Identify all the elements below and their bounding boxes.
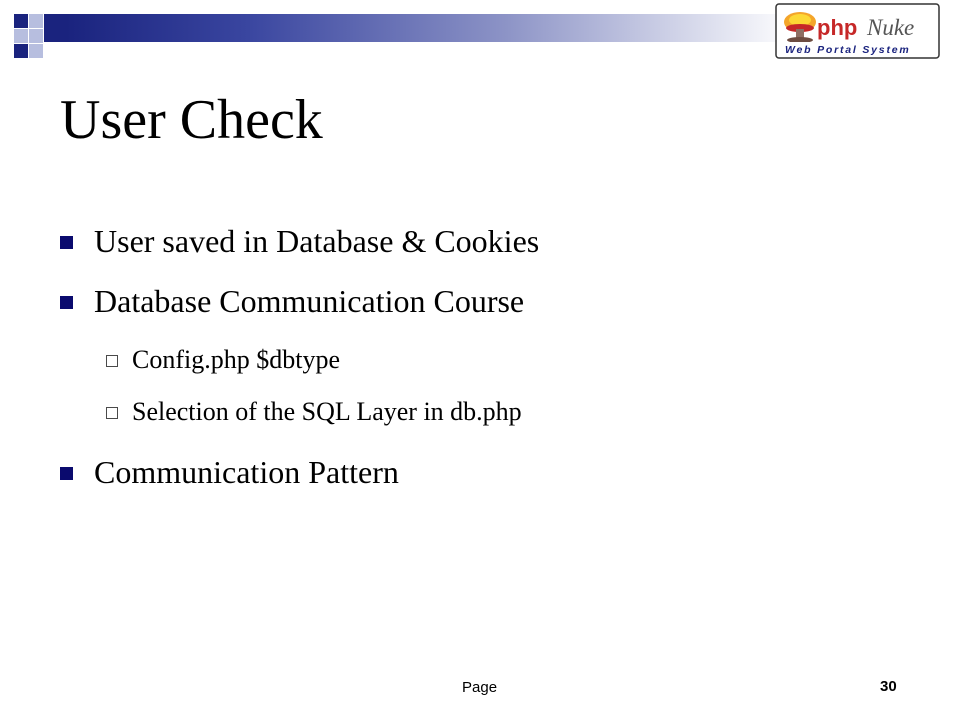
- hollow-square-bullet-icon: [106, 355, 118, 367]
- phpnuke-logo: [775, 3, 940, 59]
- decor-square-light-3: [29, 29, 43, 43]
- sub-bullet-text: Selection of the SQL Layer in db.php: [132, 397, 522, 426]
- bullet-text: Communication Pattern: [94, 454, 399, 490]
- footer-page-label: Page: [462, 679, 498, 696]
- sub-bullet-text: Config.php $dbtype: [132, 345, 340, 374]
- decor-square-light-4: [29, 44, 43, 58]
- decor-square-dark-1: [14, 14, 28, 28]
- decor-square-light-2: [14, 29, 28, 43]
- square-bullet-icon: [60, 296, 73, 309]
- decor-square-light-1: [29, 14, 43, 28]
- square-bullet-icon: [60, 236, 73, 249]
- bullet-text: Database Communication Course: [94, 283, 525, 319]
- logo-tagline-text: Web Portal System: [785, 44, 911, 56]
- header-gradient-band: [66, 14, 796, 42]
- square-bullet-icon: [60, 467, 73, 480]
- logo-product-text: Nuke: [867, 15, 915, 40]
- slide-title: User Check: [60, 89, 323, 151]
- decor-square-dark-2: [44, 14, 66, 42]
- bullet-text: User saved in Database & Cookies: [94, 223, 540, 259]
- hollow-square-bullet-icon: [106, 407, 118, 419]
- logo-brand-text: php: [817, 15, 858, 40]
- decor-square-dark-3: [14, 44, 28, 58]
- footer-page-number: 30: [880, 678, 897, 695]
